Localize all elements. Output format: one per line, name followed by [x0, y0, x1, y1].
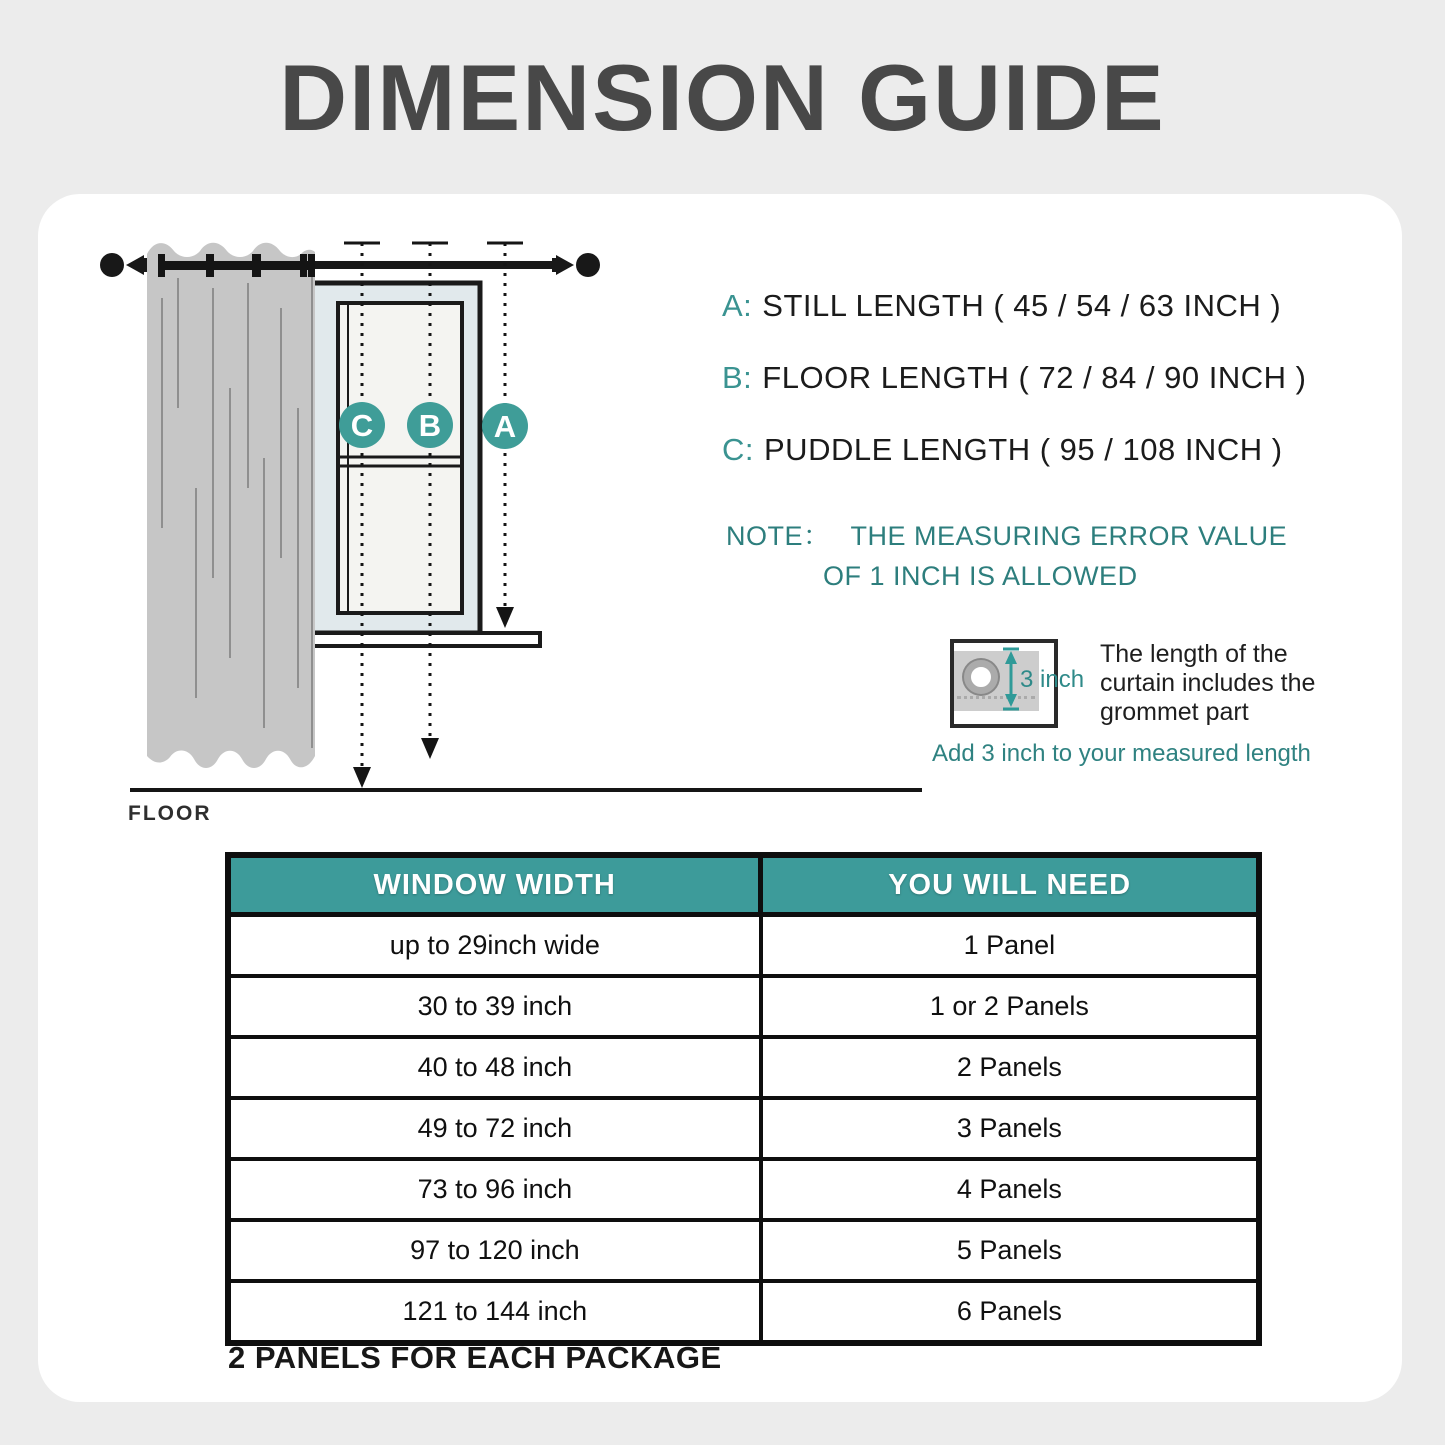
- grommet-ring-icon: [964, 660, 998, 694]
- header-you-will-need: YOU WILL NEED: [761, 855, 1259, 915]
- table-header-row: [228, 855, 1259, 915]
- table-row: [228, 915, 1259, 977]
- window-width-cell: 30 to 39 inch: [228, 976, 761, 1037]
- panel-table-wrap: [225, 852, 1262, 1346]
- window-width-cell: 73 to 96 inch: [228, 1159, 761, 1220]
- table-row: [228, 1098, 1259, 1159]
- panels-needed-cell: 3 Panels: [761, 1098, 1259, 1159]
- page-title: DIMENSION GUIDE: [279, 45, 1166, 150]
- panels-needed-cell: 2 Panels: [761, 1037, 1259, 1098]
- length-text-b: FLOOR LENGTH ( 72 / 84 / 90 INCH ): [762, 360, 1307, 395]
- table-row: [228, 1037, 1259, 1098]
- grommet-hem-stitch: [957, 696, 1035, 699]
- note-line-1: [726, 514, 1287, 553]
- length-markers: [339, 402, 528, 449]
- panels-needed-cell: 1 Panel: [761, 915, 1259, 977]
- curtain-panel: [147, 243, 315, 768]
- grommet-measure-label: 3 inch: [1020, 666, 1085, 693]
- grommet-description: The length of the curtain includes the grommet part: [1100, 640, 1316, 726]
- table-row: [228, 1220, 1259, 1281]
- length-row-a: [722, 288, 1281, 324]
- panel-table: [225, 852, 1262, 1346]
- panels-needed-cell: 4 Panels: [761, 1159, 1259, 1220]
- floor-graphic: [128, 790, 922, 825]
- window-width-cell: 121 to 144 inch: [228, 1281, 761, 1343]
- panels-needed-cell: 5 Panels: [761, 1220, 1259, 1281]
- panels-needed-cell: 1 or 2 Panels: [761, 976, 1259, 1037]
- window-width-cell: 49 to 72 inch: [228, 1098, 761, 1159]
- grommet-tip: Add 3 inch to your measured length: [932, 740, 1311, 767]
- package-note: 2 PANELS FOR EACH PACKAGE: [228, 1340, 722, 1375]
- floor-label: FLOOR: [128, 802, 212, 825]
- length-text-c: PUDDLE LENGTH ( 95 / 108 INCH ): [764, 432, 1283, 467]
- marker-b-label: B: [418, 408, 442, 443]
- panels-needed-cell: 6 Panels: [761, 1281, 1259, 1343]
- table-row: [228, 1281, 1259, 1343]
- note-line-2: OF 1 INCH IS ALLOWED: [823, 561, 1138, 591]
- window-width-cell: 97 to 120 inch: [228, 1220, 761, 1281]
- marker-a-label: A: [493, 409, 517, 444]
- header-window-width: WINDOW WIDTH: [228, 855, 761, 915]
- note-label: NOTE：: [726, 521, 831, 551]
- window-sill: [312, 633, 540, 646]
- window-width-cell: up to 29inch wide: [228, 915, 761, 977]
- length-key-c: C:: [722, 432, 754, 467]
- length-key-b: B:: [722, 360, 753, 395]
- length-row-c: [722, 432, 1283, 468]
- three-inch-arrow-icon: [1001, 646, 1021, 712]
- note-text-1: THE MEASURING ERROR VALUE: [850, 521, 1288, 551]
- window-width-cell: 40 to 48 inch: [228, 1037, 761, 1098]
- length-text-a: STILL LENGTH ( 45 / 54 / 63 INCH ): [762, 288, 1282, 323]
- table-row: [228, 1159, 1259, 1220]
- grommet-diagram: [950, 639, 1085, 728]
- length-row-b: [722, 360, 1306, 396]
- table-row: [228, 976, 1259, 1037]
- marker-c-label: C: [350, 408, 374, 443]
- length-key-a: A:: [722, 288, 753, 323]
